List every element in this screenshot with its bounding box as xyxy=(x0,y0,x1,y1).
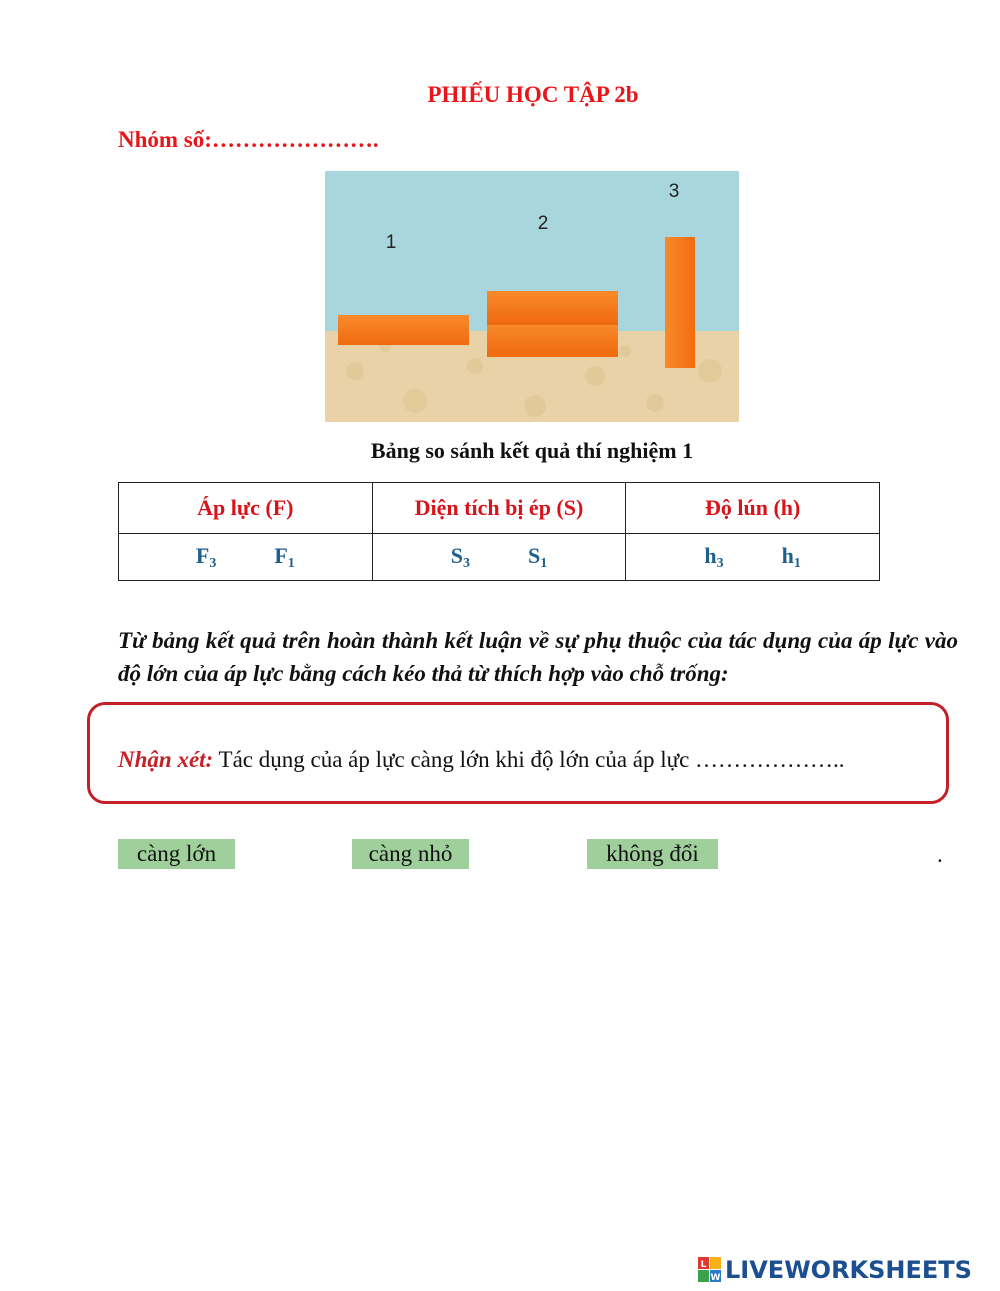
value-f1: $F_1$ xyxy=(274,542,295,571)
remark-sentence xyxy=(118,747,845,773)
option-khong-doi[interactable]: không đổi xyxy=(587,839,718,869)
header-depth: Độ lún (h) xyxy=(626,483,880,534)
remark-label: Nhận xét: xyxy=(118,747,214,772)
remark-text: Tác dụng của áp lực càng lớn khi độ lớn của áp lực ……………….. xyxy=(213,747,845,772)
block-label-2: 2 xyxy=(537,213,549,234)
brand-name: LIVEWORKSHEETS xyxy=(725,1256,972,1284)
instruction-text: Từ bảng kết quả trên hoàn thành kết luận về sự phụ thuộc của tác dụng của áp lực vào độ lớn của áp lực bằng cách kéo thả từ thích hợp vào chỗ trống: xyxy=(118,628,958,686)
block-2-bottom xyxy=(487,324,618,357)
results-table xyxy=(118,482,880,581)
worksheet-title: PHIẾU HỌC TẬP 2b xyxy=(427,82,639,107)
group-number-label: Nhóm số:…………………. xyxy=(118,127,379,152)
table-row xyxy=(119,534,880,581)
table-caption: Bảng so sánh kết quả thí nghiệm 1 xyxy=(370,438,694,463)
cell-area xyxy=(372,534,626,581)
header-pressure: Áp lực (F) xyxy=(119,483,373,534)
value-h3: $h_3$ xyxy=(704,542,724,571)
block-1 xyxy=(338,315,469,345)
svg-text:W: W xyxy=(710,1273,721,1283)
cell-pressure xyxy=(119,534,373,581)
value-s1: $S_1$ xyxy=(527,542,548,571)
option-cang-nho[interactable]: càng nhỏ xyxy=(352,839,469,869)
value-f3: $F_3$ xyxy=(195,542,217,571)
option-cang-lon[interactable]: càng lớn xyxy=(118,839,235,869)
liveworksheets-brand xyxy=(698,1255,972,1285)
table-header-row xyxy=(119,483,880,534)
value-s3: $S_3$ xyxy=(450,542,470,571)
svg-text:L: L xyxy=(700,1260,707,1270)
cell-depth xyxy=(626,534,880,581)
block-label-1: 1 xyxy=(385,232,397,253)
value-h1: $h_1$ xyxy=(781,542,801,571)
block-label-3: 3 xyxy=(668,181,680,202)
header-area: Diện tích bị ép (S) xyxy=(372,483,626,534)
block-3 xyxy=(665,237,695,368)
experiment-figure xyxy=(325,171,739,422)
block-2-top xyxy=(487,291,618,324)
trailing-period: . xyxy=(937,842,943,867)
liveworksheets-logo-icon xyxy=(698,1257,722,1283)
